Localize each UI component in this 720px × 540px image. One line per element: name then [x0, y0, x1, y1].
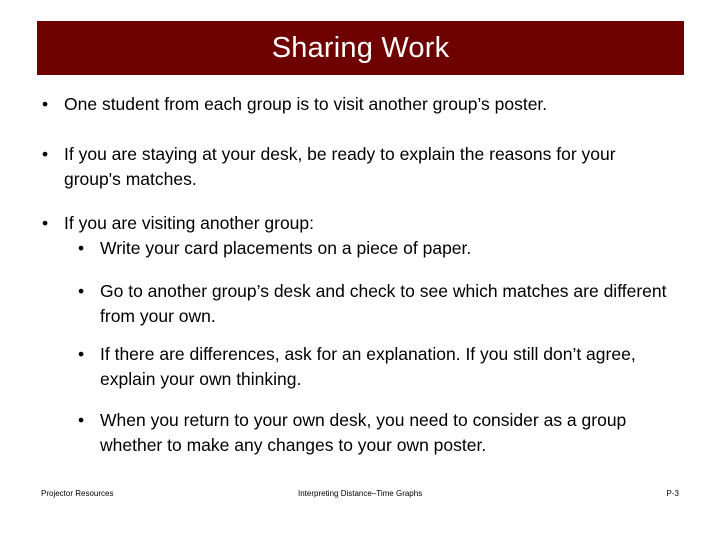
- slide-title: Sharing Work: [271, 31, 450, 64]
- bullet-dot: •: [42, 94, 49, 114]
- bullet-text: When you return to your own desk, you need to consider as a group whether to make any changes to your own poster.: [100, 410, 627, 455]
- sub-bullet-item: [78, 279, 678, 329]
- footer-left: Projector Resources: [41, 489, 114, 498]
- sub-bullet-item: [78, 408, 668, 458]
- bullet-text: If you are staying at your desk, be ready to explain the reasons for your group's matches.: [64, 144, 616, 189]
- bullet-item: [42, 142, 657, 192]
- bullet-item: [42, 211, 682, 236]
- bullet-text: If there are differences, ask for an explanation. If you still don’t agree, explain your own thinking.: [100, 344, 636, 389]
- bullet-text: Go to another group’s desk and check to see which matches are different from your own.: [100, 281, 667, 326]
- bullet-text: If you are visiting another group:: [64, 213, 315, 233]
- bullet-dot: •: [42, 213, 49, 233]
- bullet-text: Write your card placements on a piece of paper.: [100, 238, 472, 258]
- sub-bullet-item: [78, 342, 668, 392]
- sub-bullet-item: [78, 236, 688, 261]
- footer-center: Interpreting Distance–Time Graphs: [298, 489, 423, 498]
- bullet-dot: •: [42, 144, 49, 164]
- bullet-item: [42, 92, 682, 117]
- bullet-text: One student from each group is to visit another group’s poster.: [64, 94, 548, 114]
- bullet-dot: •: [78, 410, 85, 430]
- bullet-dot: •: [78, 344, 85, 364]
- bullet-dot: •: [78, 281, 85, 301]
- title-bar: [37, 21, 684, 75]
- bullet-dot: •: [78, 238, 85, 258]
- footer-page-number: P-3: [666, 489, 679, 498]
